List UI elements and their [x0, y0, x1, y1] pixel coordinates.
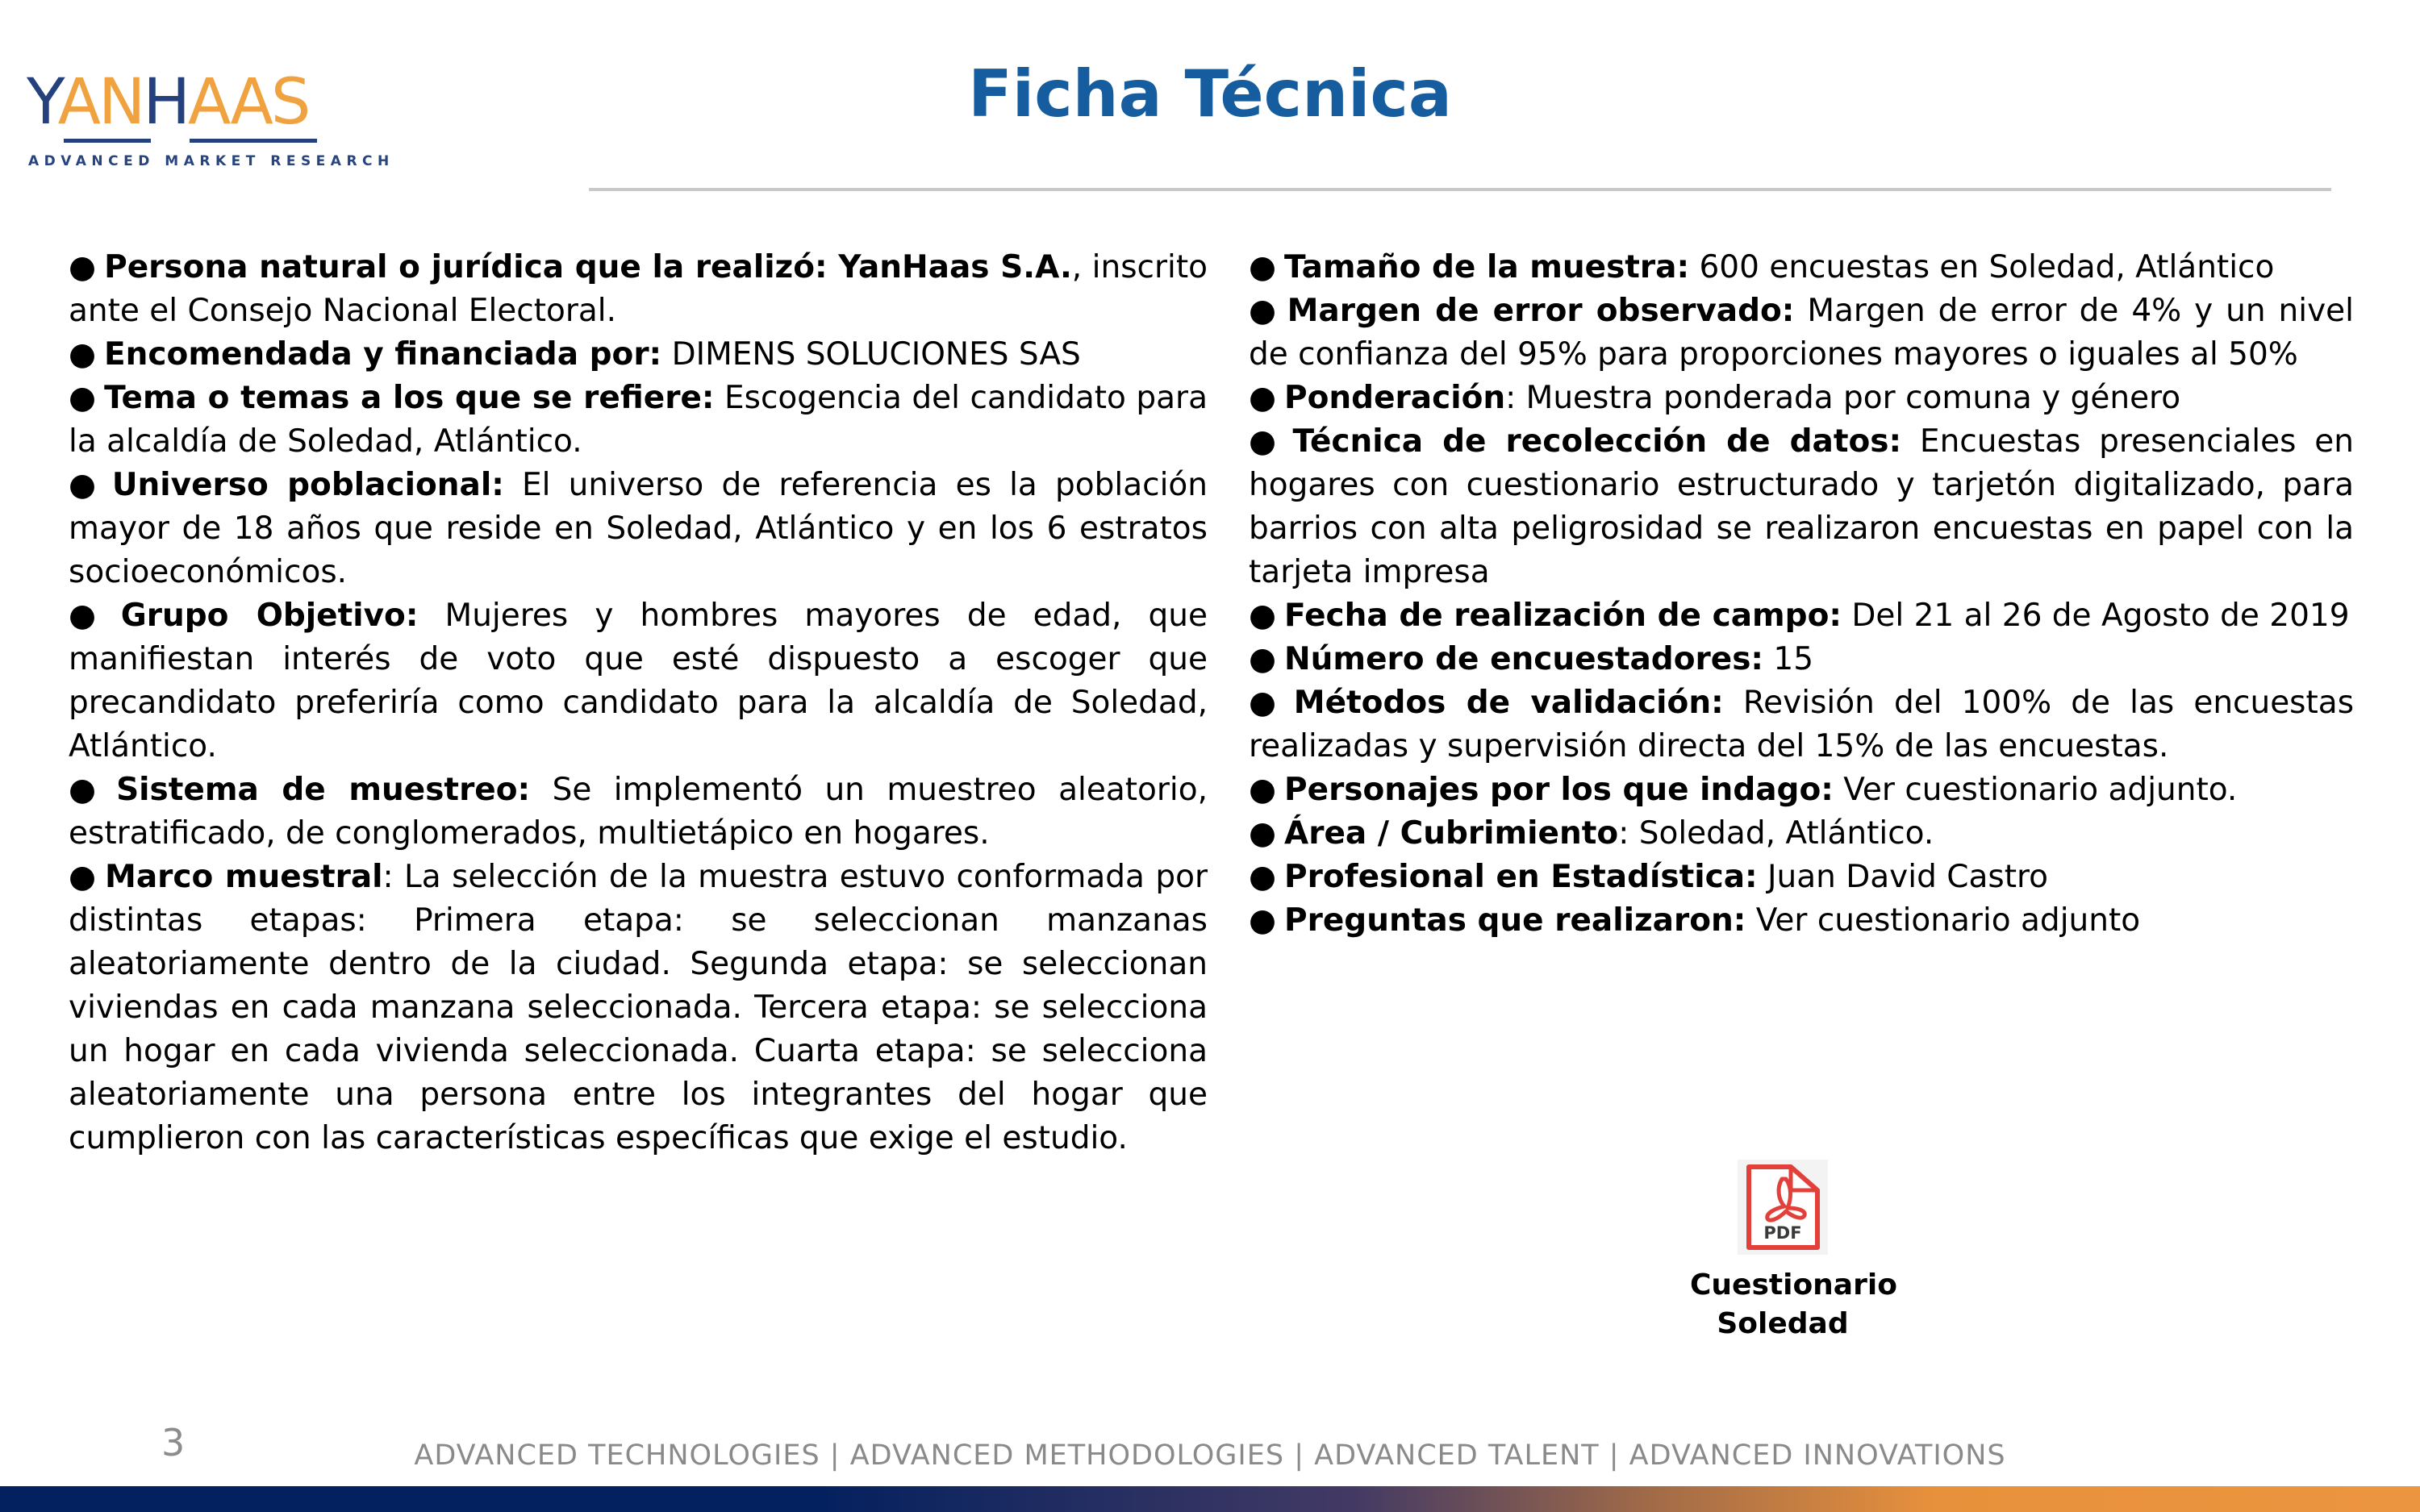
- bullet-icon: ●: [1249, 685, 1286, 721]
- list-item: [1249, 681, 2354, 768]
- list-item: [1249, 420, 2354, 594]
- title-divider: [589, 188, 2331, 191]
- list-item: [69, 377, 1208, 464]
- item-label: Ponderación: [1284, 380, 1506, 416]
- attachment-label[interactable]: [1690, 1266, 1897, 1343]
- pdf-attachment[interactable]: [1690, 1160, 1897, 1343]
- item-label: Número de encuestadores:: [1284, 641, 1764, 677]
- item-label: Personajes por los que indago:: [1284, 772, 1834, 808]
- bullet-icon: ●: [1249, 423, 1285, 460]
- bullet-icon: ●: [69, 380, 97, 416]
- item-label: Persona natural o jurídica que la realizó: YanHaas S.A.: [104, 249, 1072, 285]
- item-label: Área / Cubrimiento: [1284, 815, 1619, 852]
- list-item: [1249, 638, 2354, 681]
- item-text: Se implementó un muestreo aleatorio, estratificado, de conglomerados, multietápico en hogares.: [69, 772, 1208, 852]
- item-text: Encuestas presenciales en hogares con cuestionario estructurado y tarjetón digitalizado, para barrios con alta peligrosidad se realizaron encuestas en papel con la tarjeta impresa: [1249, 423, 2355, 590]
- item-text: : Soledad, Atlántico.: [1618, 815, 1934, 852]
- pdf-icon-text: PDF: [1763, 1223, 1802, 1243]
- logo-letter-h: H: [143, 66, 188, 139]
- item-text: Del 21 al 26 de Agosto de 2019: [1841, 598, 2350, 634]
- bottom-gradient-bar: [0, 1486, 2420, 1512]
- bullet-icon: ●: [69, 467, 104, 503]
- item-label: Grupo Objetivo:: [120, 598, 419, 634]
- item-label: Margen de error observado:: [1287, 293, 1795, 329]
- list-item: [1249, 856, 2354, 899]
- attachment-label-line2: Soledad: [1717, 1307, 1849, 1340]
- list-item: [69, 856, 1208, 1160]
- bullet-icon: ●: [69, 859, 98, 895]
- bullet-icon: ●: [1249, 598, 1277, 634]
- list-item: [69, 594, 1208, 768]
- item-text: 15: [1763, 641, 1814, 677]
- item-text: Mujeres y hombres mayores de edad, que manifiestan interés de voto que esté dispuesto a escoger que precandidato preferiría como candidato para la alcaldía de Soledad, Atlántico.: [69, 598, 1208, 764]
- page-number: 3: [161, 1421, 186, 1464]
- logo-letter-y: Y: [27, 66, 58, 139]
- page-title: Ficha Técnica: [968, 56, 1452, 131]
- item-label: Marco muestral: [105, 859, 383, 895]
- bullet-icon: ●: [1249, 249, 1277, 285]
- logo-letter-s: S: [270, 66, 309, 139]
- bullet-icon: ●: [69, 598, 113, 634]
- footer-tagline: ADVANCED TECHNOLOGIES | ADVANCED METHODOLOGIES | ADVANCED TALENT | ADVANCED INNOVATIONS: [414, 1439, 2006, 1472]
- bullet-icon: ●: [69, 249, 97, 285]
- item-text: Margen de error de 4% y un nivel de confianza del 95% para proporciones mayores o iguales al 50%: [1249, 293, 2354, 373]
- logo-underline-right: [190, 139, 317, 143]
- left-column: [69, 246, 1208, 1160]
- logo-subtitle: ADVANCED MARKET RESEARCH: [28, 153, 394, 169]
- logo-underline-left: [64, 139, 151, 143]
- bullet-icon: ●: [1249, 380, 1277, 416]
- list-item: [69, 246, 1208, 333]
- bullet-icon: ●: [69, 772, 109, 808]
- item-text: : La selección de la muestra estuvo conformada por distintas etapas: Primera etapa: se seleccionan manzanas aleatoriamente dentro de la ciudad. Segunda etapa: se seleccionan viviendas en cada manzana seleccionada. Tercera etapa: se selecciona un hogar en cada vivienda seleccionada. Cuarta etapa: se selecciona aleatoriamente una persona entre los integrantes del hogar que cumplieron con las características específicas que exige el estudio.: [69, 859, 1208, 1156]
- item-label: Universo poblacional:: [111, 467, 504, 503]
- item-text: DIMENS SOLUCIONES SAS: [661, 336, 1081, 373]
- attachment-label-line1: Cuestionario: [1690, 1268, 1897, 1302]
- item-label: Sistema de muestreo:: [116, 772, 531, 808]
- item-text: : Muestra ponderada por comuna y género: [1505, 380, 2181, 416]
- item-label: Encomendada y financiada por:: [104, 336, 662, 373]
- list-item: [1249, 768, 2354, 812]
- item-text: , inscrito ante el Consejo Nacional Electoral.: [69, 249, 1208, 329]
- item-label: Fecha de realización de campo:: [1284, 598, 1842, 634]
- item-label: Métodos de validación:: [1293, 685, 1724, 721]
- item-text: El universo de referencia es la población mayor de 18 años que reside en Soledad, Atlántico y en los 6 estratos socioeconómicos.: [69, 467, 1208, 590]
- item-text: Revisión del 100% de las encuestas realizadas y supervisión directa del 15% de las encuestas.: [1249, 685, 2355, 764]
- right-column: [1249, 246, 2354, 943]
- logo-letters-an: AN: [57, 66, 144, 139]
- item-label: Tamaño de la muestra:: [1284, 249, 1690, 285]
- item-text: Ver cuestionario adjunto: [1746, 902, 2141, 939]
- bullet-icon: ●: [1249, 859, 1277, 895]
- bullet-icon: ●: [1249, 815, 1277, 852]
- list-item: [1249, 812, 2354, 856]
- logo-letters-aa: AA: [187, 66, 271, 139]
- item-label: Profesional en Estadística:: [1284, 859, 1758, 895]
- bullet-icon: ●: [69, 336, 97, 373]
- bullet-icon: ●: [1249, 641, 1277, 677]
- item-text: Ver cuestionario adjunto.: [1833, 772, 2238, 808]
- item-text: Juan David Castro: [1757, 859, 2049, 895]
- item-text: Escogencia del candidato para la alcaldía de Soledad, Atlántico.: [69, 380, 1208, 460]
- list-item: [1249, 899, 2354, 943]
- list-item: [1249, 377, 2354, 420]
- item-label: Técnica de recolección de datos:: [1292, 423, 1902, 460]
- item-label: Tema o temas a los que se refiere:: [104, 380, 715, 416]
- list-item: [69, 464, 1208, 594]
- list-item: [1249, 289, 2354, 377]
- bullet-icon: ●: [1249, 772, 1277, 808]
- list-item: [1249, 594, 2354, 638]
- bullet-icon: ●: [1249, 902, 1277, 939]
- list-item: [69, 768, 1208, 856]
- pdf-file-icon[interactable]: [1738, 1160, 1828, 1255]
- list-item: [69, 333, 1208, 377]
- item-text: 600 encuestas en Soledad, Atlántico: [1689, 249, 2275, 285]
- list-item: [1249, 246, 2354, 289]
- item-label: Preguntas que realizaron:: [1284, 902, 1746, 939]
- bullet-icon: ●: [1249, 293, 1279, 329]
